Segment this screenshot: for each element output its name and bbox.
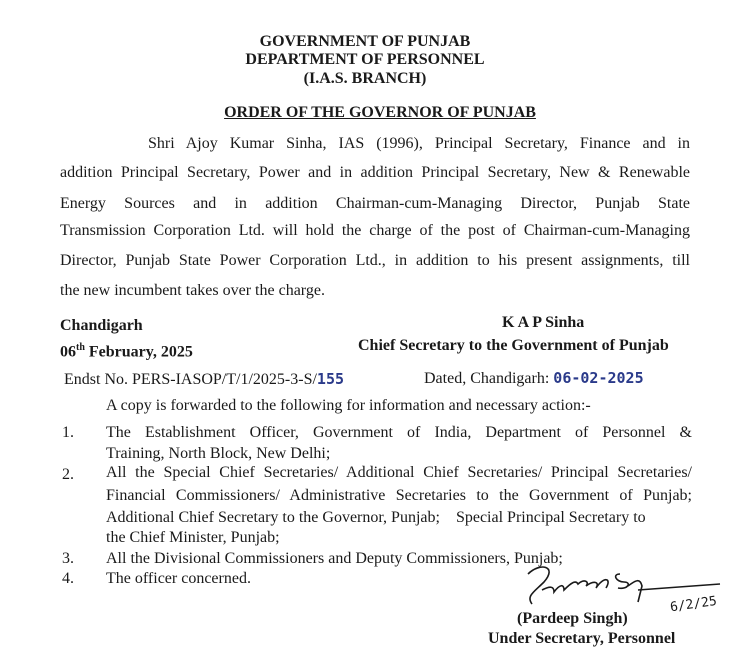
body-line: Transmission Corporation Ltd. will hold the charge of the post of Chairman-cum-Managing	[60, 222, 690, 239]
list-number: 2.	[62, 466, 74, 483]
under-secretary-name: (Pardeep Singh)	[517, 610, 628, 627]
list-item-line: All the Divisional Commissioners and Deputy Commissioners, Punjab;	[106, 550, 563, 567]
endorsement-date: Dated, Chandigarh: 06-02-2025	[424, 369, 644, 387]
header-branch: (I.A.S. BRANCH)	[303, 70, 427, 87]
list-item-line: All the Special Chief Secretaries/ Additional Chief Secretaries/ Principal Secretaries/	[106, 464, 692, 481]
body-line: addition Principal Secretary, Power and in addition Principal Secretary, New & Renewable	[60, 164, 690, 181]
endorsement-number: Endst No. PERS-IASOP/T/1/2025-3-S/155	[64, 370, 345, 388]
list-number: 1.	[62, 424, 74, 441]
signature	[520, 560, 730, 616]
copy-intro: A copy is forwarded to the following for information and necessary action:-	[106, 397, 591, 414]
place: Chandigarh	[60, 317, 143, 334]
list-number: 4.	[62, 570, 74, 587]
body-line: Energy Sources and in addition Chairman-cum-Managing Director, Punjab State	[60, 195, 690, 212]
signatory-name: K A P Sinha	[502, 314, 585, 331]
list-item-line: The Establishment Officer, Government of India, Department of Personnel &	[106, 424, 692, 441]
order-date: 06th February, 2025	[60, 342, 193, 361]
list-item-line: Financial Commissioners/ Administrative Secretaries to the Government of Punjab;	[106, 487, 692, 504]
body-line: Shri Ajoy Kumar Sinha, IAS (1996), Principal Secretary, Finance and in	[148, 135, 690, 152]
under-secretary-title: Under Secretary, Personnel	[488, 630, 676, 647]
list-number: 3.	[62, 550, 74, 567]
header-government: GOVERNMENT OF PUNJAB	[259, 33, 471, 50]
list-item-line: Training, North Block, New Delhi;	[106, 445, 331, 462]
order-title: ORDER OF THE GOVERNOR OF PUNJAB	[224, 104, 536, 121]
list-item-line: the Chief Minister, Punjab;	[106, 529, 280, 546]
body-line: Director, Punjab State Power Corporation Ltd., in addition to his present assignments, till	[60, 252, 690, 269]
header-department: DEPARTMENT OF PERSONNEL	[245, 51, 485, 68]
signature-date: 6/2/25	[669, 593, 718, 616]
signatory-title: Chief Secretary to the Government of Punjab	[358, 337, 669, 354]
body-line: the new incumbent takes over the charge.	[60, 282, 325, 299]
list-item-line: Additional Chief Secretary to the Governor, Punjab; Special Principal Secretary to	[106, 509, 646, 526]
list-item-line: The officer concerned.	[106, 570, 251, 587]
